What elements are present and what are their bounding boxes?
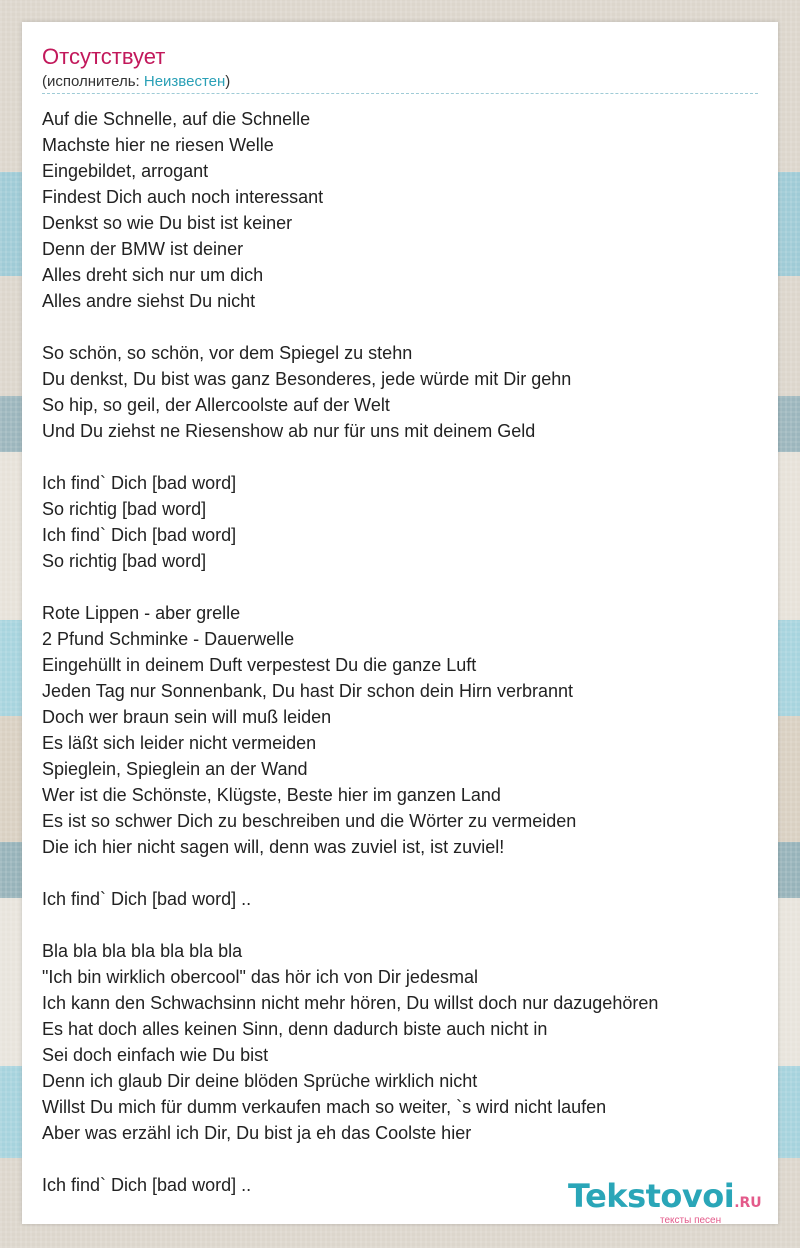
lyric-line: Wer ist die Schönste, Klügste, Beste hier im ganzen Land: [42, 785, 501, 805]
stanza-gap: [42, 444, 658, 470]
lyric-line: Eingehüllt in deinem Duft verpestest Du die ganze Luft: [42, 655, 477, 675]
lyric-line: Jeden Tag nur Sonnenbank, Du hast Dir schon dein Hirn verbrannt: [42, 681, 573, 701]
lyrics-text: [42, 106, 658, 1198]
stanza-gap: [42, 314, 658, 340]
lyric-line: Ich find` Dich [bad word]: [42, 525, 237, 545]
lyric-line: Denn ich glaub Dir deine blöden Sprüche wirklich nicht: [42, 1071, 478, 1091]
lyric-line: So richtig [bad word]: [42, 499, 207, 519]
performer-link[interactable]: Неизвестен: [143, 73, 226, 90]
lyric-line: Die ich hier nicht sagen will, denn was zuviel ist, ist zuviel!: [42, 837, 505, 857]
lyric-line: Alles andre siehst Du nicht: [42, 291, 256, 311]
song-title: Отсутствует: [42, 44, 166, 69]
lyric-line: Alles dreht sich nur um dich: [42, 265, 264, 285]
lyric-line: Rote Lippen - aber grelle: [42, 603, 241, 623]
lyric-line: Denkst so wie Du bist ist keiner: [42, 213, 293, 233]
lyric-line: Findest Dich auch noch interessant: [42, 187, 324, 207]
lyric-line: Sei doch einfach wie Du bist: [42, 1045, 269, 1065]
lyric-line: "Ich bin wirklich obercool" das hör ich von Dir jedesmal: [42, 967, 478, 987]
lyric-line: Und Du ziehst ne Riesenshow ab nur für uns mit deinem Geld: [42, 421, 536, 441]
lyric-line: Es hat doch alles keinen Sinn, denn dadurch biste auch nicht in: [42, 1019, 548, 1039]
lyric-line: 2 Pfund Schminke - Dauerwelle: [42, 629, 295, 649]
logo-tagline: тексты песен: [660, 1215, 722, 1226]
lyric-line: So richtig [bad word]: [42, 551, 207, 571]
logo-tld: .RU: [734, 1195, 762, 1211]
lyric-line: Ich find` Dich [bad word]: [42, 473, 237, 493]
lyric-line: Es läßt sich leider nicht vermeiden: [42, 733, 317, 753]
lyric-line: Es ist so schwer Dich zu beschreiben und die Wörter zu vermeiden: [42, 811, 577, 831]
lyric-line: Willst Du mich für dumm verkaufen mach so weiter, `s wird nicht laufen: [42, 1097, 607, 1117]
stanza-gap: [42, 574, 658, 600]
lyric-line: Spieglein, Spieglein an der Wand: [42, 759, 308, 779]
logo-name: Tekstovoi: [568, 1177, 735, 1215]
site-logo[interactable]: [568, 1177, 762, 1226]
lyric-line: Ich find` Dich [bad word] ..: [42, 889, 252, 909]
lyric-line: Machste hier ne riesen Welle: [42, 135, 274, 155]
lyric-line: Denn der BMW ist deiner: [42, 239, 244, 259]
stanza-gap: [42, 1146, 658, 1172]
lyric-line: Du denkst, Du bist was ganz Besonderes, jede würde mit Dir gehn: [42, 369, 572, 389]
stanza-gap: [42, 860, 658, 886]
lyric-line: Doch wer braun sein will muß leiden: [42, 707, 332, 727]
lyric-line: Auf die Schnelle, auf die Schnelle: [42, 109, 311, 129]
lyric-line: So schön, so schön, vor dem Spiegel zu stehn: [42, 343, 413, 363]
lyric-line: Eingebildet, arrogant: [42, 161, 209, 181]
performer-suffix: ): [225, 73, 231, 90]
lyrics-card: [22, 22, 778, 1224]
lyric-line: Ich find` Dich [bad word] ..: [42, 1175, 252, 1195]
lyric-line: So hip, so geil, der Allercoolste auf der Welt: [42, 395, 390, 415]
lyric-line: Bla bla bla bla bla bla bla: [42, 941, 243, 961]
performer-prefix: (исполнитель:: [42, 73, 144, 90]
stanza-gap: [42, 912, 658, 938]
lyric-line: Ich kann den Schwachsinn nicht mehr hören, Du willst doch nur dazugehören: [42, 993, 659, 1013]
lyric-line: Aber was erzähl ich Dir, Du bist ja eh das Coolste hier: [42, 1123, 472, 1143]
title-divider: [42, 93, 758, 94]
performer-line: [42, 72, 230, 92]
